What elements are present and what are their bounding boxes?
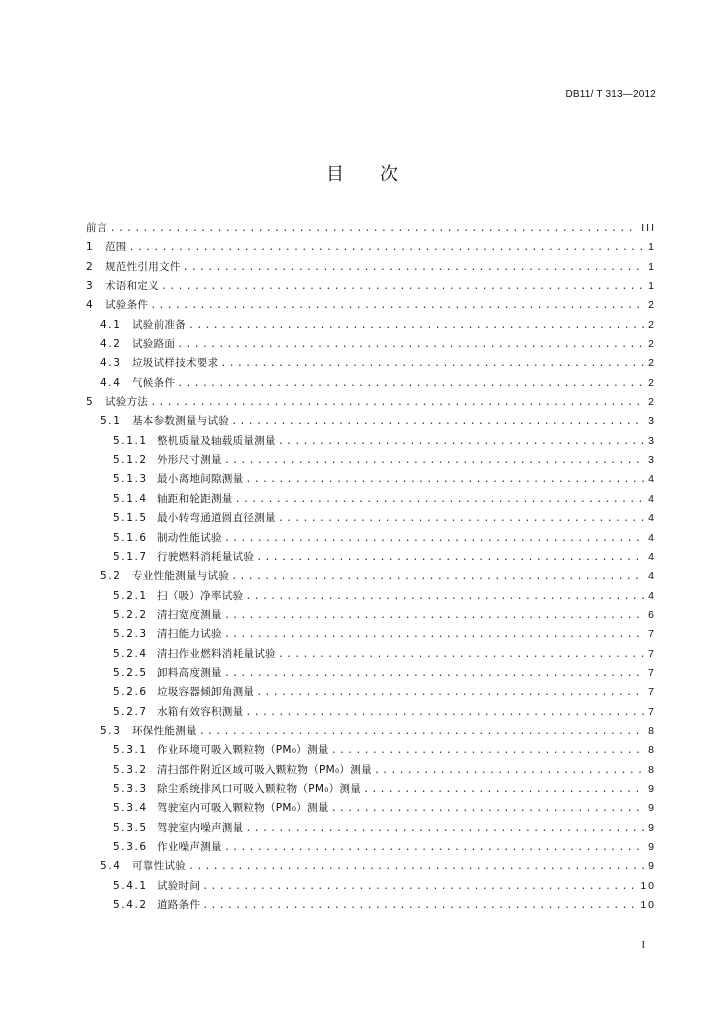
toc-entry-number: 5.2.7 <box>113 705 148 718</box>
toc-entry-page: 2 <box>648 357 656 370</box>
toc-entry[interactable] <box>86 277 656 296</box>
toc-entry-page: 7 <box>648 705 656 718</box>
dot-leader <box>278 645 644 664</box>
toc-entry-number: 4.4 <box>100 376 122 389</box>
toc-entry-page: 1 <box>648 260 656 273</box>
dot-leader <box>331 799 644 818</box>
toc-entry-label: 制动性能试验 <box>157 531 222 544</box>
toc-entry-number: 5.2.1 <box>113 589 148 602</box>
toc-entry-number: 5.4 <box>100 860 122 873</box>
dot-leader <box>183 258 645 277</box>
dot-leader <box>199 722 644 741</box>
toc-entry-label: 规范性引用文件 <box>105 260 181 273</box>
toc-entry-page: 2 <box>648 318 656 331</box>
toc-entry-page: 4 <box>648 550 656 563</box>
toc-entry[interactable] <box>86 374 656 393</box>
toc-entry[interactable] <box>86 296 656 315</box>
dot-leader <box>188 857 644 876</box>
toc-entry-number: 5.2.2 <box>113 608 148 621</box>
toc-entry[interactable] <box>86 509 656 528</box>
dot-leader <box>331 741 644 760</box>
toc-entry-page: 3 <box>648 434 656 447</box>
dot-leader <box>224 606 644 625</box>
dot-leader <box>220 354 644 373</box>
toc-entry[interactable] <box>86 412 656 431</box>
toc-entry-page: 4 <box>648 512 656 525</box>
toc-entry[interactable] <box>86 354 656 373</box>
dot-leader <box>224 451 644 470</box>
toc-entry-page: 8 <box>648 744 656 757</box>
toc-entry-label: 清扫部件附近区域可吸入颗粒物（PM₀）测量 <box>157 763 372 776</box>
toc-entry[interactable] <box>86 587 656 606</box>
toc-entry-label: 环保性能测量 <box>132 724 197 737</box>
toc-entry-number: 5.1.2 <box>113 454 148 467</box>
toc-entry[interactable] <box>86 703 656 722</box>
toc-entry-label: 试验路面 <box>132 338 176 351</box>
toc-entry-page: 4 <box>648 570 656 583</box>
toc-entry[interactable] <box>86 877 656 896</box>
toc-entry-label: 基本参数测量与试验 <box>132 415 230 428</box>
toc-entry-number: 5.4.2 <box>113 899 148 912</box>
dot-leader <box>278 432 644 451</box>
toc-entry-label: 范围 <box>105 241 127 254</box>
dot-leader <box>177 335 644 354</box>
toc-entry-number: 5.2.3 <box>113 628 148 641</box>
toc-entry-number: 3 <box>86 280 95 293</box>
toc-entry-label: 垃圾试样技术要求 <box>132 357 219 370</box>
toc-entry[interactable] <box>86 819 656 838</box>
toc-entry[interactable] <box>86 722 656 741</box>
toc-entry-page: 9 <box>648 802 656 815</box>
toc-entry[interactable] <box>86 258 656 277</box>
toc-entry-label: 最小转弯通道圆直径测量 <box>157 512 276 525</box>
dot-leader <box>278 509 644 528</box>
toc-entry-number: 5.2.4 <box>113 647 148 660</box>
toc-entry[interactable] <box>86 529 656 548</box>
toc-entry-page: 2 <box>648 299 656 312</box>
toc-entry-number: 5.1.5 <box>113 512 148 525</box>
toc-entry-label: 试验时间 <box>157 879 201 892</box>
toc-entry-page: 9 <box>648 821 656 834</box>
dot-leader <box>224 529 644 548</box>
table-of-contents <box>86 219 656 915</box>
toc-entry-label: 最小离地间隙测量 <box>157 473 244 486</box>
toc-entry[interactable] <box>86 432 656 451</box>
toc-entry[interactable] <box>86 645 656 664</box>
toc-entry[interactable] <box>86 741 656 760</box>
toc-entry[interactable] <box>86 664 656 683</box>
toc-entry-label: 术语和定义 <box>105 280 159 293</box>
toc-entry[interactable] <box>86 316 656 335</box>
toc-entry-label: 垃圾容器倾卸角测量 <box>157 686 255 699</box>
toc-entry-page: 4 <box>648 473 656 486</box>
dot-leader <box>177 374 644 393</box>
toc-entry[interactable] <box>86 625 656 644</box>
dot-leader <box>224 664 644 683</box>
toc-entry[interactable] <box>86 896 656 915</box>
toc-entry-page: 7 <box>648 647 656 660</box>
dot-leader <box>245 819 644 838</box>
toc-entry-label: 外形尺寸测量 <box>157 454 222 467</box>
dot-leader <box>231 567 644 586</box>
dot-leader <box>161 277 644 296</box>
toc-entry[interactable] <box>86 567 656 586</box>
dot-leader <box>150 393 644 412</box>
toc-entry-label: 试验条件 <box>105 299 149 312</box>
toc-entry-number: 5.1.7 <box>113 550 148 563</box>
dot-leader <box>202 896 636 915</box>
toc-entry-page: 1 <box>648 280 656 293</box>
toc-entry-number: 4.1 <box>100 318 122 331</box>
toc-entry[interactable] <box>86 761 656 780</box>
toc-entry-page: 4 <box>648 589 656 602</box>
toc-entry-label: 清扫作业燃料消耗量试验 <box>157 647 276 660</box>
toc-entry-number: 5.2 <box>100 570 122 583</box>
toc-entry-page: 6 <box>648 608 656 621</box>
dot-leader <box>110 219 638 238</box>
toc-entry-number: 5.2.6 <box>113 686 148 699</box>
toc-entry-label: 扫（吸）净率试验 <box>157 589 244 602</box>
toc-entry[interactable] <box>86 335 656 354</box>
toc-entry[interactable] <box>86 799 656 818</box>
toc-entry-label: 作业环境可吸入颗粒物（PM₀）测量 <box>157 744 329 757</box>
dot-leader <box>202 877 636 896</box>
toc-entry-page: 7 <box>648 666 656 679</box>
toc-entry-number: 5.1.4 <box>113 492 148 505</box>
page-number: I <box>641 940 645 951</box>
toc-entry-number: 5.3.5 <box>113 821 148 834</box>
toc-entry-page: 1 <box>648 241 656 254</box>
toc-entry-label: 道路条件 <box>157 899 201 912</box>
toc-entry-number: 5.3.1 <box>113 744 148 757</box>
toc-entry-number: 5.3.2 <box>113 763 148 776</box>
page-title: 目次 <box>326 164 434 185</box>
toc-entry-label: 试验方法 <box>105 396 149 409</box>
toc-entry-number: 5.4.1 <box>113 879 148 892</box>
toc-entry-label: 前言 <box>86 222 108 234</box>
dot-leader <box>224 838 644 857</box>
toc-entry-page: 8 <box>648 763 656 776</box>
toc-entry-number: 5.3.3 <box>113 782 148 795</box>
toc-entry[interactable] <box>86 238 656 257</box>
toc-entry[interactable] <box>86 393 656 412</box>
toc-entry-label: 行驶燃料消耗量试验 <box>157 550 255 563</box>
toc-entry-number: 4.2 <box>100 338 122 351</box>
dot-leader <box>245 703 644 722</box>
toc-entry[interactable] <box>86 548 656 567</box>
dot-leader <box>235 490 645 509</box>
toc-entry-number: 5.3.4 <box>113 802 148 815</box>
toc-entry-page: 8 <box>648 724 656 737</box>
toc-entry[interactable] <box>86 606 656 625</box>
toc-entry-label: 作业噪声测量 <box>157 841 222 853</box>
toc-entry-page: 2 <box>648 376 656 389</box>
dot-leader <box>188 316 644 335</box>
dot-leader <box>256 548 644 567</box>
toc-entry-page: 3 <box>648 415 656 428</box>
toc-entry-page: 9 <box>648 860 656 873</box>
toc-entry-number: 1 <box>86 241 95 254</box>
toc-entry[interactable] <box>86 490 656 509</box>
toc-entry[interactable] <box>86 838 656 857</box>
toc-entry-label: 驾驶室内噪声测量 <box>157 821 244 834</box>
toc-entry-page: 7 <box>648 628 656 641</box>
toc-entry[interactable] <box>86 780 656 799</box>
toc-entry-page: III <box>641 222 656 234</box>
toc-entry-label: 专业性能测量与试验 <box>132 570 230 583</box>
dot-leader <box>363 780 644 799</box>
toc-entry-number: 5.3 <box>100 724 122 737</box>
toc-entry[interactable] <box>86 219 656 238</box>
toc-entry[interactable] <box>86 857 656 876</box>
toc-entry-label: 水箱有效容积测量 <box>157 705 244 718</box>
toc-entry-label: 驾驶室内可吸入颗粒物（PM₀）测量 <box>157 802 329 815</box>
dot-leader <box>245 470 644 489</box>
document-code: DB11/ T 313—2012 <box>565 89 656 100</box>
toc-entry-number: 5.1.6 <box>113 531 148 544</box>
toc-entry-label: 除尘系统排风口可吸入颗粒物（PM₀）测量 <box>157 782 362 795</box>
toc-entry[interactable] <box>86 451 656 470</box>
toc-entry-number: 2 <box>86 260 95 273</box>
toc-entry-page: 4 <box>648 531 656 544</box>
dot-leader <box>256 683 644 702</box>
toc-entry-page: 2 <box>648 396 656 409</box>
toc-entry-page: 4 <box>648 492 656 505</box>
dot-leader <box>150 296 644 315</box>
toc-entry-page: 7 <box>648 686 656 699</box>
toc-entry-page: 9 <box>648 841 656 853</box>
toc-entry-page: 9 <box>648 782 656 795</box>
toc-entry-label: 卸料高度测量 <box>157 666 222 679</box>
toc-entry-number: 5.1.1 <box>113 434 148 447</box>
toc-entry[interactable] <box>86 683 656 702</box>
toc-entry-label: 轴距和轮距测量 <box>157 492 233 505</box>
dot-leader <box>129 238 645 257</box>
dot-leader <box>231 412 644 431</box>
toc-entry-page: 10 <box>640 879 656 892</box>
toc-entry-page: 3 <box>648 454 656 467</box>
toc-entry-number: 4.3 <box>100 357 122 370</box>
toc-entry-label: 可靠性试验 <box>132 860 186 873</box>
toc-entry-label: 清扫宽度测量 <box>157 608 222 621</box>
dot-leader <box>374 761 644 780</box>
toc-entry-page: 2 <box>648 338 656 351</box>
toc-entry-label: 清扫能力试验 <box>157 628 222 641</box>
toc-entry-label: 气候条件 <box>132 376 176 389</box>
toc-entry[interactable] <box>86 470 656 489</box>
toc-entry-number: 5 <box>86 396 95 409</box>
toc-entry-number: 5.2.5 <box>113 666 148 679</box>
toc-entry-label: 整机质量及轴载质量测量 <box>157 434 276 447</box>
dot-leader <box>245 587 644 606</box>
toc-entry-label: 试验前准备 <box>132 318 186 331</box>
toc-entry-number: 5.1 <box>100 415 122 428</box>
toc-entry-number: 5.1.3 <box>113 473 148 486</box>
toc-entry-number: 4 <box>86 299 95 312</box>
toc-entry-page: 10 <box>640 899 656 912</box>
dot-leader <box>224 625 644 644</box>
toc-entry-number: 5.3.6 <box>113 841 148 853</box>
